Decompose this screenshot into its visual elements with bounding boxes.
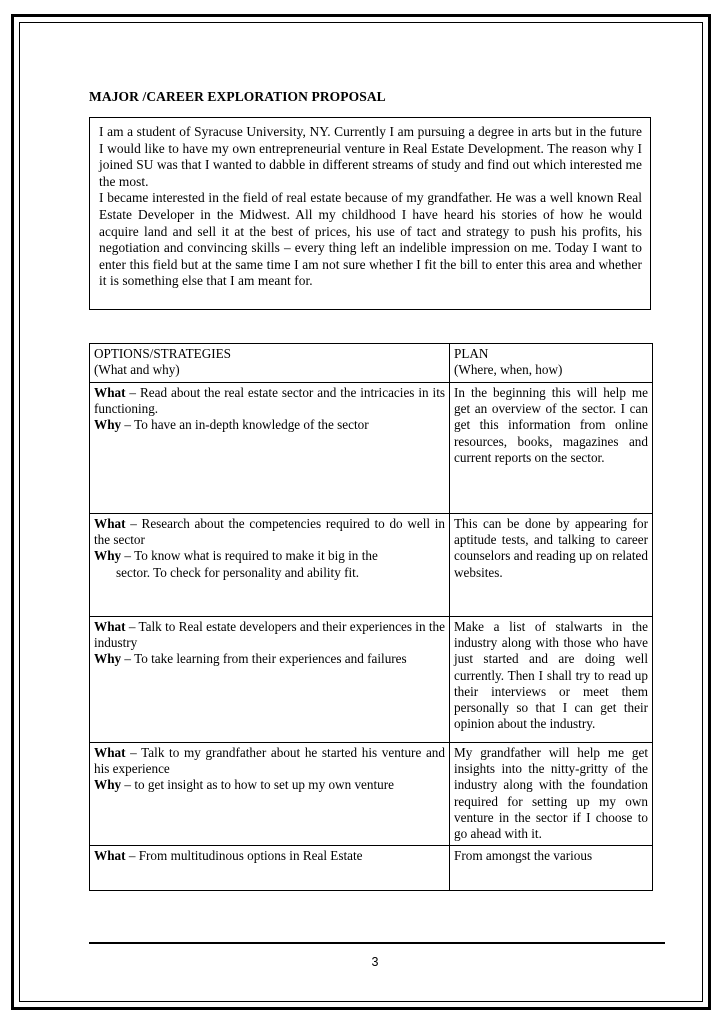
what-text: – Talk to my grandfather about he started his venture and his experience [94, 745, 445, 777]
what-text: – Read about the real estate sector and the intricacies in its functioning. [94, 385, 445, 417]
header-plan-title: PLAN [454, 346, 489, 361]
options-cell [90, 743, 450, 846]
intro-paragraph-2: I became interested in the field of real estate because of my grandfather. He was a well known Real Estate Developer in the Midwest. All my childhood I have heard his stories of how he would acquire land and sell it at the best of prices, his use of tact and strategy to push his profits, his negotiation and convincing skills – every thing left an indelible impression on me. Today I want to enter this field but at the same time I am not sure whether I fit the bill to enter this area and whether it is something else that I am meant for. [99, 190, 642, 289]
what-text: – Research about the competencies required to do well in the sector [94, 516, 445, 548]
why-text-continued: sector. To check for personality and ability fit. [116, 564, 360, 580]
options-cell [90, 846, 450, 891]
footer-divider [89, 942, 665, 944]
options-cell [90, 617, 450, 743]
page-number: 3 [371, 955, 379, 969]
why-label: Why [94, 777, 122, 793]
plan-cell: From amongst the various [450, 846, 653, 891]
header-plan-cell [450, 344, 653, 383]
table-row [90, 617, 653, 743]
why-label: Why [94, 651, 122, 667]
plan-cell: In the beginning this will help me get an overview of the sector. I can get this information from online resources, books, magazines and current reports on the sector. [450, 383, 653, 514]
header-options-subtitle: (What and why) [94, 362, 180, 378]
what-text: – Talk to Real estate developers and their experiences in the industry [94, 619, 445, 651]
options-cell [90, 514, 450, 617]
plan-cell: This can be done by appearing for aptitude tests, and talking to career counselors and reading up on related websites. [450, 514, 653, 617]
header-plan-subtitle: (Where, when, how) [454, 362, 563, 378]
options-cell [90, 383, 450, 514]
what-label: What [94, 619, 126, 634]
why-label: Why [94, 548, 122, 564]
why-text: – To take learning from their experiences and failures [121, 651, 407, 667]
what-label: What [94, 848, 126, 863]
table-row [90, 846, 653, 891]
why-text: – To have an in-depth knowledge of the sector [121, 417, 369, 433]
table-header-row [90, 344, 653, 383]
why-label: Why [94, 417, 122, 433]
table-row [90, 743, 653, 846]
strategy-table [89, 343, 653, 891]
plan-cell: Make a list of stalwarts in the industry along with those who have just started and are doing well currently. Then I shall try to read up their interviews or meet them personally so that I can get their opinion about the industry. [450, 617, 653, 743]
what-label: What [94, 385, 126, 400]
what-label: What [94, 745, 126, 760]
why-text: – To know what is required to make it big in the [121, 548, 378, 564]
table-row [90, 383, 653, 514]
page-title: MAJOR /CAREER EXPLORATION PROPOSAL [89, 89, 386, 104]
header-options-title: OPTIONS/STRATEGIES [94, 346, 232, 361]
why-text: – to get insight as to how to set up my own venture [121, 777, 395, 793]
plan-cell: My grandfather will help me get insights into the nitty-gritty of the industry along with the foundation required for setting up my own venture in the sector if I choose to go ahead with it. [450, 743, 653, 846]
intro-paragraph-1: I am a student of Syracuse University, NY. Currently I am pursuing a degree in arts but in the future I would like to have my own entrepreneurial venture in Real Estate Development. The reason why I joined SU was that I wanted to dabble in different streams of study and find out which interested me the most. [99, 124, 642, 189]
header-options-cell [90, 344, 450, 383]
table-row [90, 514, 653, 617]
what-text: – From multitudinous options in Real Estate [125, 848, 363, 863]
what-label: What [94, 516, 126, 531]
